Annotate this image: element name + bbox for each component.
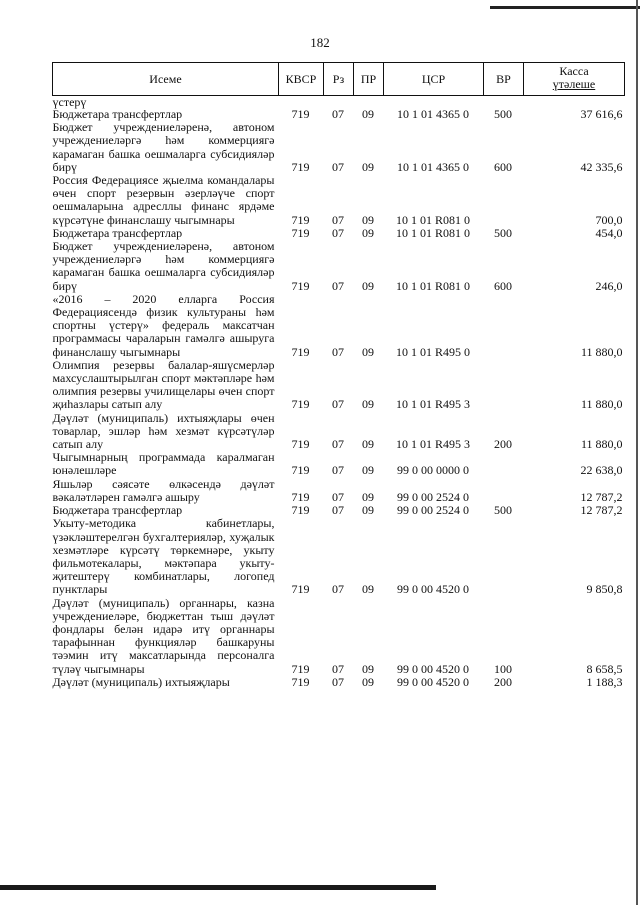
row-kvsr: 719 [291, 344, 310, 359]
header-name: Исеме [53, 63, 279, 96]
row-name: Дәүләт (муниципаль) ихтыяҗлары [52, 674, 230, 689]
row-vr [484, 517, 524, 596]
row-rz: 07 [332, 674, 344, 689]
row-kvsr: 719 [291, 278, 310, 293]
row-pr: 09 [362, 278, 374, 293]
row-name: Чыгымнарның программада каралмаган юнәлешләре [52, 450, 275, 478]
row-rz: 07 [332, 503, 344, 518]
row-amount: 454,0 [595, 225, 623, 240]
row-name: Бюджетара трансфертлар [52, 225, 183, 240]
header-rz: Рз [324, 63, 354, 96]
scan-edge-top [490, 6, 640, 9]
row-amount: 11 880,0 [580, 397, 623, 412]
row-rz: 07 [332, 225, 344, 240]
row-vr [484, 478, 524, 504]
row-pr: 09 [362, 344, 374, 359]
row-name: Дәүләт (муниципаль) ихтыяҗлары өчен товарлар, эшләр һәм хезмәт күрсәтүләр сатып алу [52, 410, 275, 452]
row-pr: 09 [362, 437, 374, 452]
row-vr [484, 174, 524, 227]
row-name: Россия Федерациясе җыелма командалары өчен спорт резервын әзерләүче спорт оешмаларына адресллы финанс ярдәме күрсәтүне финанслашу чыгымнары [52, 173, 275, 227]
row-csr: 10 1 01 R495 3 [395, 397, 470, 412]
row-rz: 07 [332, 397, 344, 412]
row-pr: 09 [362, 582, 374, 597]
scan-edge-right [636, 0, 638, 905]
row-csr: 99 0 00 4520 0 [397, 674, 469, 689]
row-csr: 99 0 00 2524 0 [397, 489, 469, 504]
row-amount: 11 880,0 [580, 437, 623, 452]
row-vr [484, 451, 524, 477]
table-row [53, 451, 625, 477]
row-pr: 09 [362, 661, 374, 676]
table-row [53, 517, 625, 596]
row-rz: 07 [332, 661, 344, 676]
row-kvsr: 719 [291, 107, 310, 121]
row-kvsr: 719 [291, 437, 310, 452]
row-name: Бюджетара трансфертлар [52, 503, 183, 518]
header-kassa [524, 63, 625, 96]
row-name: Яшьләр сәясәте өлкәсендә дәүләт вәкаләтләрен гамәлгә ашыру [52, 476, 275, 504]
page-number: 182 [310, 35, 330, 50]
row-csr: 10 1 01 R081 0 [395, 278, 470, 293]
scan-edge-bottom [0, 885, 436, 890]
row-csr: 10 1 01 R495 3 [395, 437, 470, 452]
row-amount: 246,0 [595, 278, 623, 293]
row-amount: 700,0 [595, 212, 623, 227]
row-vr: 200 [494, 674, 512, 689]
row-csr: 10 1 01 R081 0 [395, 225, 470, 240]
header-csr: ЦСР [384, 63, 484, 96]
row-vr [484, 293, 524, 359]
row-kvsr: 719 [291, 582, 310, 597]
header-kassa-bottom: үтәлеше [552, 77, 596, 91]
row-pr: 09 [362, 107, 374, 121]
row-csr: 99 0 00 2524 0 [397, 503, 469, 518]
row-amount: 8 658,5 [586, 661, 623, 676]
row-amount: 22 638,0 [580, 463, 623, 478]
table-row [53, 412, 625, 452]
row-rz: 07 [332, 107, 344, 121]
table-row [53, 597, 625, 676]
table-header-row [53, 63, 625, 96]
row-vr: 100 [494, 661, 512, 676]
row-kvsr: 719 [291, 212, 310, 227]
row-csr: 10 1 01 4365 0 [397, 159, 469, 174]
row-csr: 10 1 01 R081 0 [395, 212, 470, 227]
row-csr: 99 0 00 0000 0 [397, 463, 469, 478]
header-vr: ВР [484, 63, 524, 96]
header-pr: ПР [354, 63, 384, 96]
row-vr: 600 [494, 159, 512, 174]
row-vr [484, 359, 524, 412]
row-name: Укыту-методика кабинетлары, үзәкләштерелгән бухгалтерияләр, хуҗалык хезмәтләре күрсәтү төркемнәре, укыту фильмотекалары, мәктәпара укыту-җитештерү комбинатлары, логопед пунктлары [52, 516, 275, 597]
row-name: Дәүләт (муниципаль) органнары, казна учреждениеләре, бюджеттан тыш дәүләт фондлары белән идарә итү органнары тарафыннан функцияләр башкаруны тәэмин итү максатларында персоналга түләү чыгымнары [52, 595, 275, 676]
row-rz: 07 [332, 212, 344, 227]
row-vr: 600 [494, 278, 512, 293]
row-rz: 07 [332, 582, 344, 597]
table-row [53, 240, 625, 293]
row-name: «2016 – 2020 елларга Россия Федерациясендә физик культураны һәм спортны үстерү» федераль максатчан программасы чараларын гамәлгә ашыруга финанслашу чыгымнары [52, 291, 275, 359]
row-kvsr: 719 [291, 661, 310, 676]
row-vr: 500 [494, 225, 512, 240]
row-kvsr: 719 [291, 503, 310, 518]
row-csr: 99 0 00 4520 0 [397, 582, 469, 597]
table-row [53, 293, 625, 359]
row-pr: 09 [362, 225, 374, 240]
row-rz: 07 [332, 463, 344, 478]
table-row [53, 676, 625, 689]
row-csr: 99 0 00 4520 0 [397, 661, 469, 676]
row-rz: 07 [332, 437, 344, 452]
row-csr: 10 1 01 4365 0 [397, 107, 469, 121]
budget-table [52, 62, 625, 689]
row-name: Бюджет учреждениеләренә, автоном учреждениеләргә һәм коммерциягә карамаган башка оешмаларга субсидияләр бирү [52, 239, 275, 293]
row-pr: 09 [362, 212, 374, 227]
table-row [53, 121, 625, 174]
row-vr: 500 [494, 503, 512, 518]
row-kvsr: 719 [291, 674, 310, 689]
row-pr: 09 [362, 503, 374, 518]
row-amount: 11 880,0 [580, 344, 623, 359]
table-row [53, 359, 625, 412]
row-amount: 37 616,6 [580, 107, 623, 121]
row-amount: 12 787,2 [580, 503, 623, 518]
row-pr: 09 [362, 463, 374, 478]
row-name: үстерү [52, 95, 87, 109]
row-name: Бюджетара трансфертлар [52, 107, 183, 121]
row-pr: 09 [362, 159, 374, 174]
row-amount: 1 188,3 [586, 674, 623, 689]
row-name: Олимпия резервы балалар-яшүсмерләр махсуслаштырылган спорт мәктәпләре һәм олимпия резервы училищелары өчен спорт җиһазлары сатып алу [52, 357, 275, 412]
row-amount: 42 335,6 [580, 159, 623, 174]
row-amount: 9 850,8 [586, 582, 623, 597]
row-amount: 12 787,2 [580, 489, 623, 504]
row-rz: 07 [332, 278, 344, 293]
row-pr: 09 [362, 674, 374, 689]
row-rz: 07 [332, 159, 344, 174]
row-rz: 07 [332, 489, 344, 504]
row-kvsr: 719 [291, 397, 310, 412]
table-row [53, 478, 625, 504]
row-pr: 09 [362, 397, 374, 412]
row-name: Бюджет учреждениеләренә, автоном учреждениеләргә һәм коммерциягә карамаган башка оешмаларга субсидияләр бирү [52, 120, 275, 174]
row-kvsr: 719 [291, 225, 310, 240]
row-kvsr: 719 [291, 159, 310, 174]
row-vr: 200 [494, 437, 512, 452]
row-vr: 500 [494, 107, 512, 121]
row-kvsr: 719 [291, 489, 310, 504]
table-row [53, 174, 625, 227]
row-kvsr: 719 [291, 463, 310, 478]
row-rz: 07 [332, 344, 344, 359]
header-kvsr: КВСР [279, 63, 324, 96]
row-csr: 10 1 01 R495 0 [395, 344, 470, 359]
row-pr: 09 [362, 489, 374, 504]
header-kassa-top: Касса [559, 64, 589, 78]
table-body [53, 96, 625, 689]
